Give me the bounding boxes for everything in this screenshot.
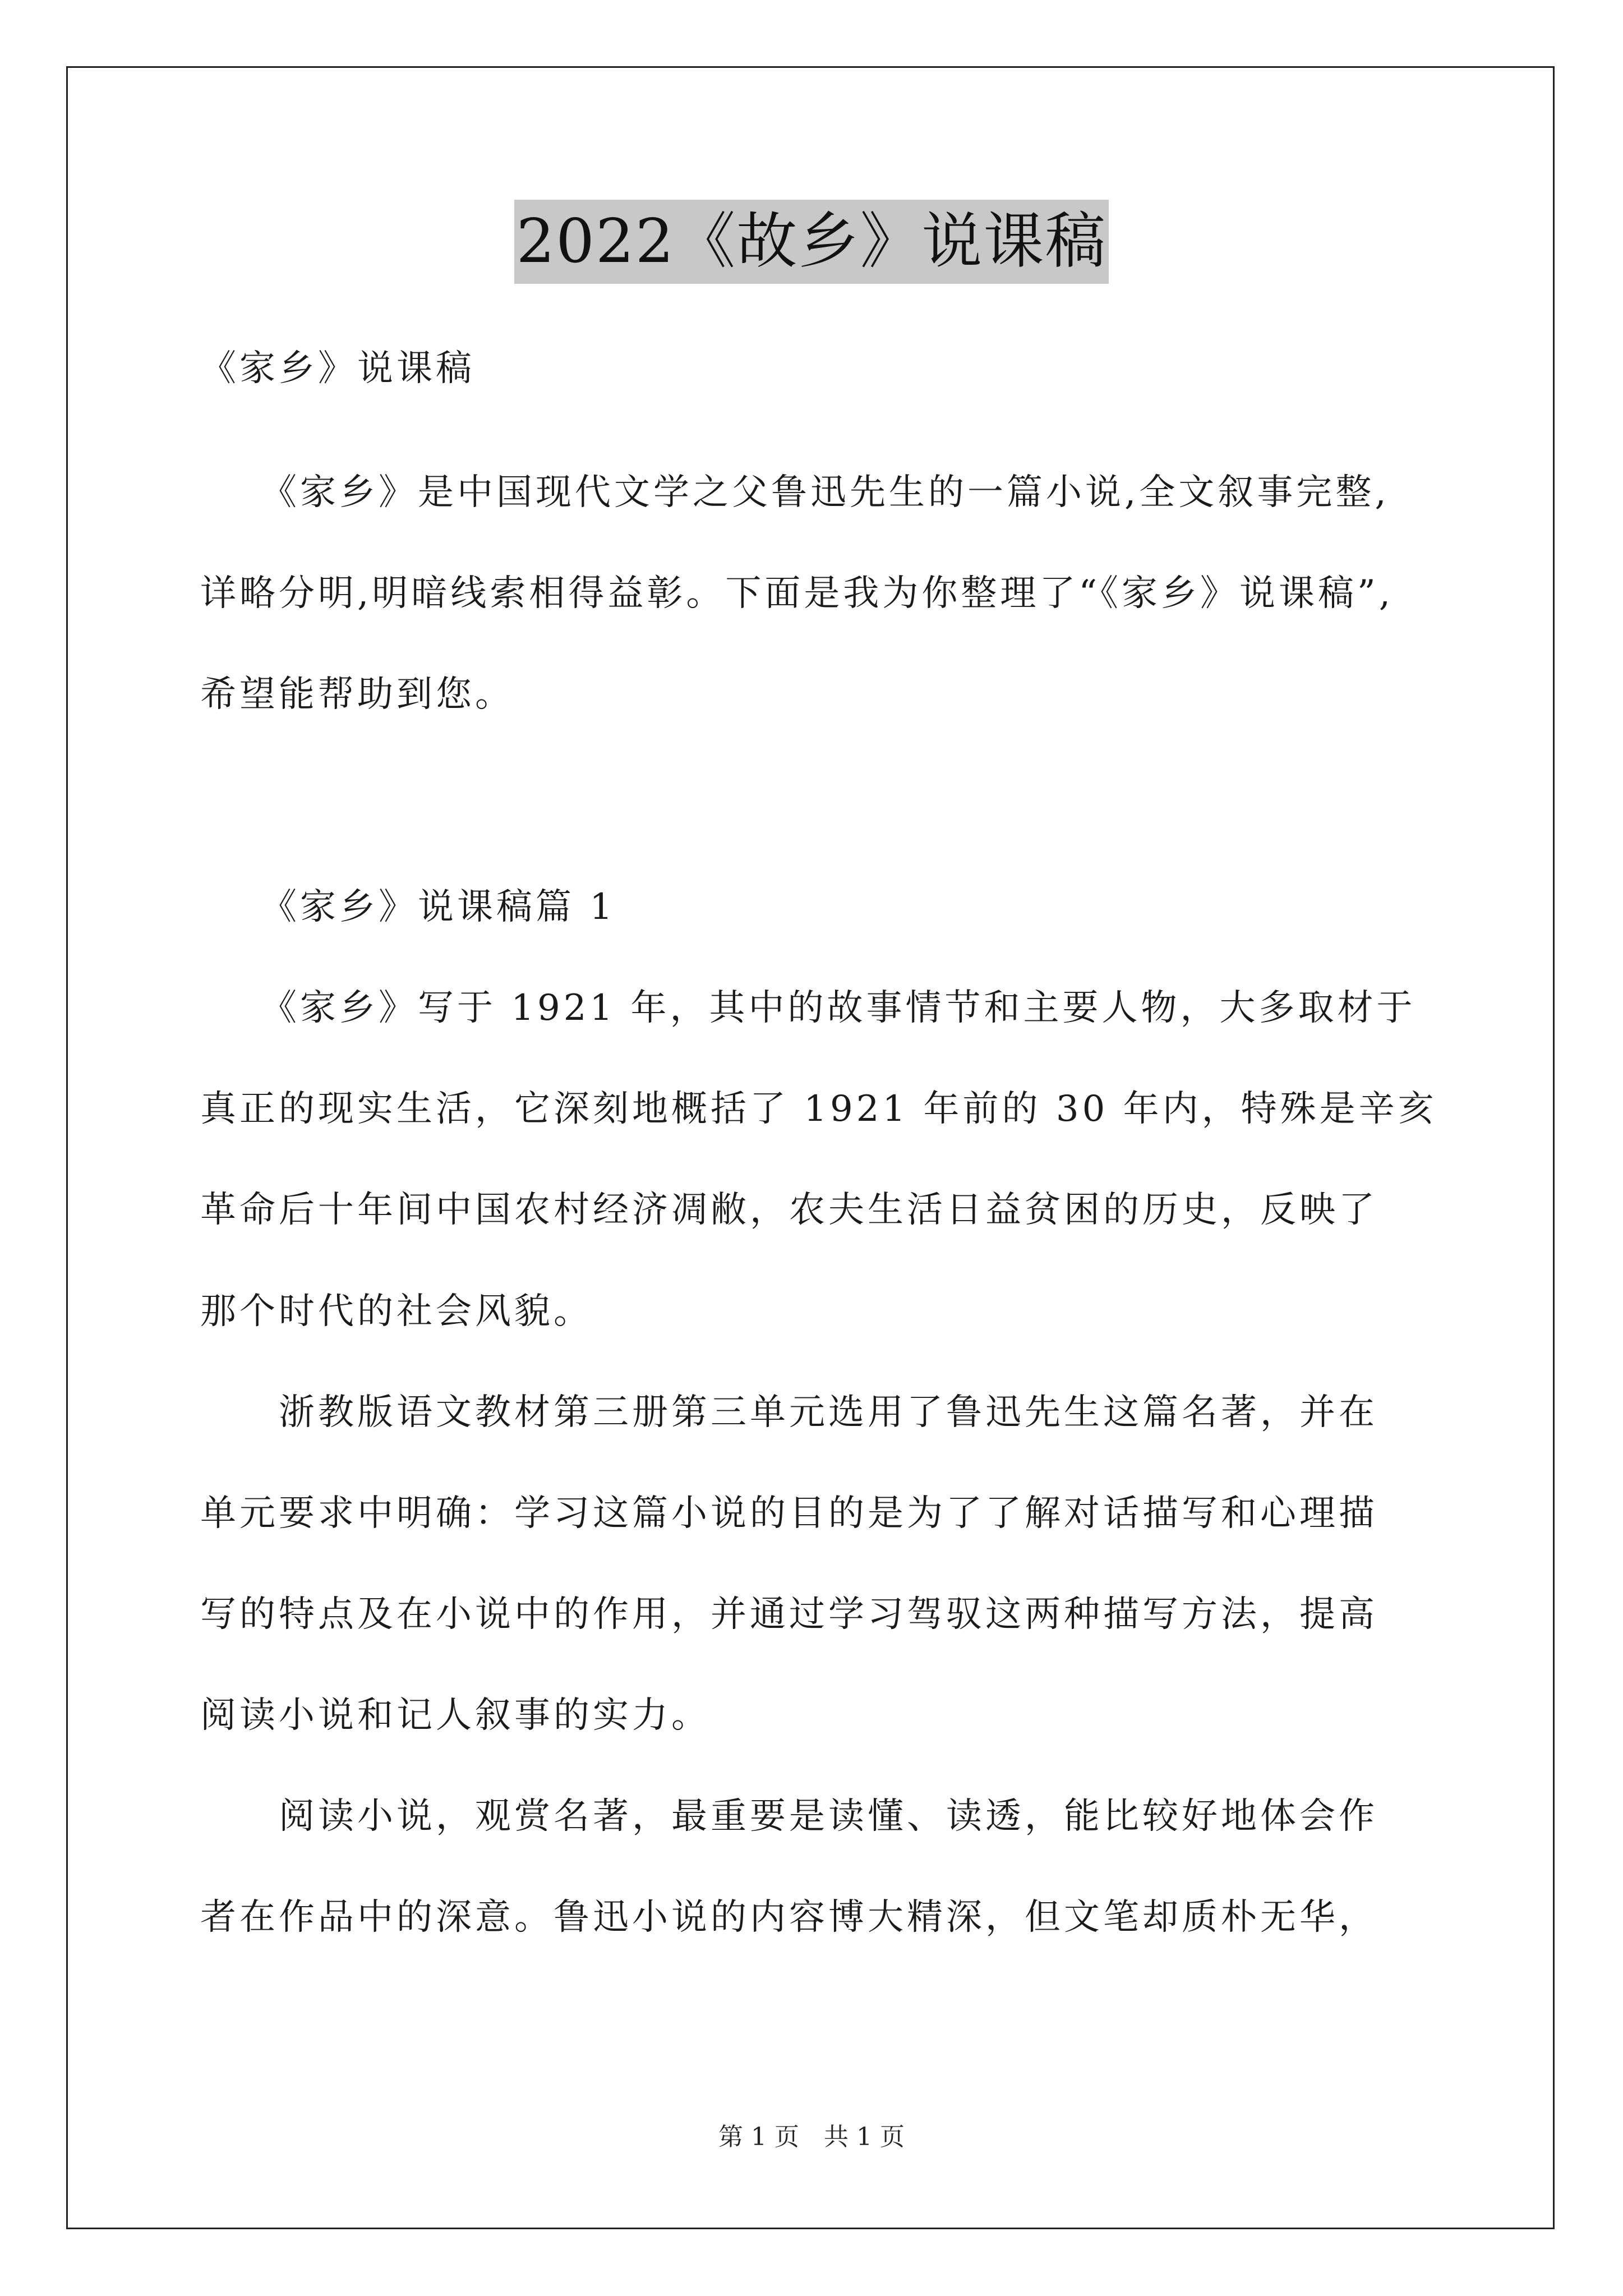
paragraph-1-line-3: 革命后十年间中国农村经济凋敝，农夫生活日益贫困的历史，反映了: [200, 1189, 1378, 1231]
subtitle-line: 《家乡》说课稿: [200, 348, 475, 389]
intro-line-1: 《家乡》是中国现代文学之父鲁迅先生的一篇小说,全文叙事完整,: [200, 472, 1390, 513]
paragraph-1-line-1: 《家乡》写于 1921 年，其中的故事情节和主要人物，大多取材于: [200, 987, 1416, 1029]
paragraph-2-line-2: 单元要求中明确：学习这篇小说的目的是为了了解对话描写和心理描: [200, 1493, 1378, 1534]
paragraph-2-line-1: 浙教版语文教材第三册第三单元选用了鲁迅先生这篇名著，并在: [200, 1392, 1378, 1433]
paragraph-1-line-4: 那个时代的社会风貌。: [200, 1291, 593, 1332]
document-title: 2022《故乡》说课稿: [514, 200, 1109, 284]
paragraph-1-line-2: 真正的现实生活，它深刻地概括了 1921 年前的 30 年内，特殊是辛亥: [200, 1088, 1437, 1130]
title-container: [0, 200, 1623, 284]
paragraph-2-line-4: 阅读小说和记人叙事的实力。: [200, 1695, 711, 1736]
paragraph-2-line-3: 写的特点及在小说中的作用，并通过学习驾驭这两种描写方法，提高: [200, 1594, 1378, 1635]
paragraph-3-line-1: 阅读小说，观赏名著，最重要是读懂、读透，能比较好地体会作: [200, 1796, 1378, 1837]
intro-line-3: 希望能帮助到您。: [200, 674, 514, 715]
section-heading: 《家乡》说课稿篇 1: [200, 886, 616, 928]
paragraph-3-line-2: 者在作品中的深意。鲁迅小说的内容博大精深，但文笔却质朴无华，: [200, 1897, 1378, 1938]
intro-line-2: 详略分明,明暗线索相得益彰。下面是我为你整理了“《家乡》说课稿”,: [200, 573, 1394, 614]
page-footer: 第 1 页 共 1 页: [718, 2123, 905, 2151]
